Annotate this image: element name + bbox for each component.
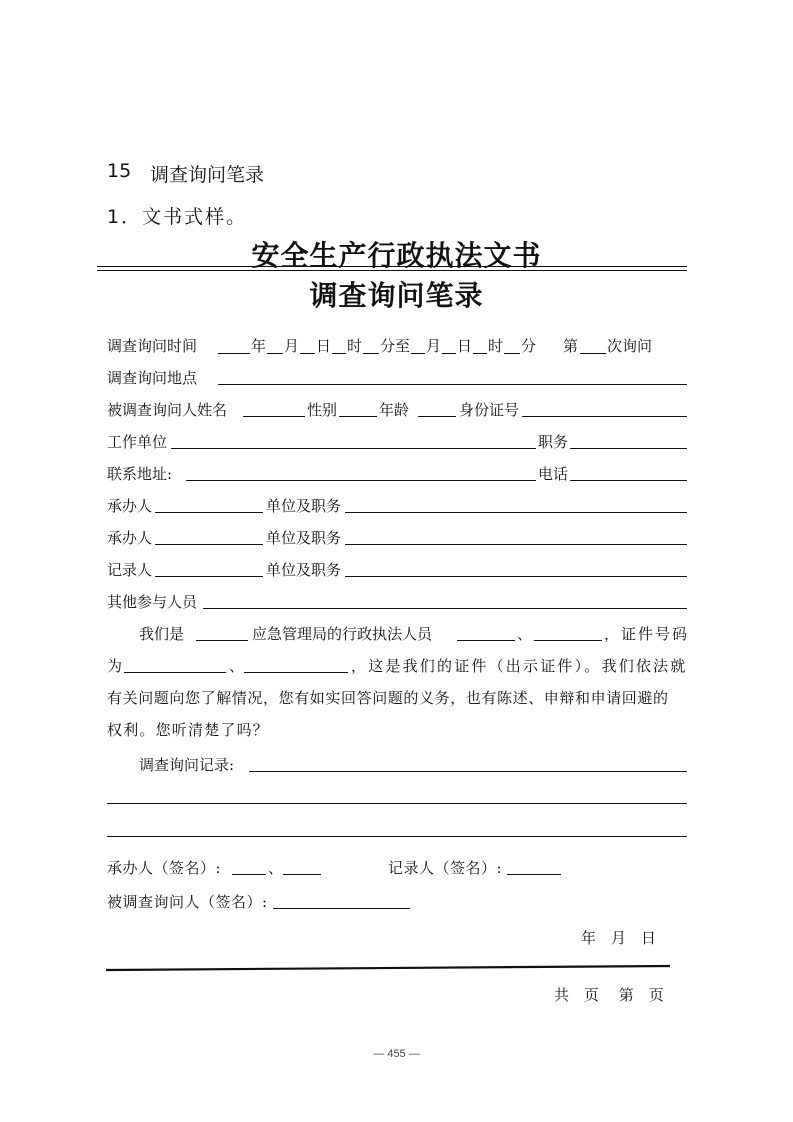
address-blank[interactable] — [186, 480, 536, 481]
end-day-blank[interactable] — [442, 353, 456, 354]
record-line-3[interactable] — [107, 836, 687, 837]
nth-blank[interactable] — [580, 353, 606, 354]
month-blank[interactable] — [267, 353, 283, 354]
officer2-blank[interactable] — [534, 640, 602, 641]
record-label: 调查询问记录: — [139, 756, 235, 774]
day-blank[interactable] — [300, 353, 315, 354]
handler2-blank[interactable] — [155, 544, 263, 545]
date-line: 年 月 日 — [581, 929, 657, 947]
handler2-unit-blank[interactable] — [345, 544, 687, 545]
end-minute-blank[interactable] — [504, 353, 520, 354]
year-unit: 年 — [251, 337, 267, 355]
place-blank[interactable] — [218, 384, 687, 385]
record-line-2[interactable] — [107, 803, 687, 804]
title-rule-top — [97, 266, 687, 267]
subsection-title: 1．文书式样。 — [107, 206, 248, 228]
position-label: 职务 — [538, 433, 569, 451]
hour-unit: 时 — [347, 337, 363, 355]
recorder-sign-blank[interactable] — [507, 874, 561, 875]
id-blank[interactable] — [522, 416, 687, 417]
handler1-label: 承办人 — [107, 497, 153, 515]
interviewee-sign-label: 被调查询问人（签名）: — [107, 893, 268, 911]
year-blank[interactable] — [218, 353, 250, 354]
cert2-blank[interactable] — [244, 672, 348, 673]
work-label: 工作单位 — [107, 433, 168, 451]
nth-suffix: 次询问 — [607, 337, 653, 355]
name-label: 被调查询问人姓名 — [107, 401, 228, 419]
minute-blank[interactable] — [363, 353, 379, 354]
age-blank[interactable] — [418, 416, 456, 417]
age-label: 年龄 — [379, 401, 410, 419]
work-blank[interactable] — [171, 448, 536, 449]
handler-sign-1-blank[interactable] — [232, 874, 266, 875]
recorder-sign-label: 记录人（签名）: — [388, 859, 503, 877]
statement-l2-sep: 、 — [229, 657, 245, 675]
end-month-unit: 月 — [426, 337, 442, 355]
gender-blank[interactable] — [339, 416, 377, 417]
handler1-blank[interactable] — [155, 512, 263, 513]
section-number: 15 — [107, 160, 132, 182]
recorder-label: 记录人 — [107, 561, 153, 579]
handler-sign-sep: 、 — [268, 859, 284, 877]
id-label: 身份证号 — [459, 401, 520, 419]
statement-l3: 有关问题向您了解情况，您有如实回答问题的义务，也有陈述、申辩和申请回避的 — [107, 689, 669, 707]
statement-l2-c: ，这是我们的证件（出示证件）。我们依法就 — [351, 657, 688, 675]
section-title: 调查询问笔录 — [150, 164, 265, 186]
statement-l1-c: ，证件号码 — [604, 625, 690, 643]
interviewee-sign-blank[interactable] — [273, 908, 410, 909]
end-day-unit: 日 — [457, 337, 473, 355]
statement-l1-b: 应急管理局的行政执法人员 — [252, 625, 433, 643]
time-label: 调查询问时间 — [107, 337, 198, 355]
document-type-title: 安全生产行政执法文书 — [251, 239, 542, 272]
handler-sign-label: 承办人（签名）: — [107, 859, 222, 877]
page-number: — 455 — — [373, 1048, 420, 1060]
officer1-blank[interactable] — [457, 640, 515, 641]
handler-sign-2-blank[interactable] — [283, 874, 321, 875]
document-name-title: 调查询问笔录 — [309, 279, 484, 312]
end-hour-blank[interactable] — [473, 353, 487, 354]
minute-to-unit: 分至 — [380, 337, 411, 355]
address-label: 联系地址: — [107, 465, 173, 483]
recorder-blank[interactable] — [155, 576, 263, 577]
end-month-blank[interactable] — [411, 353, 425, 354]
handler1-unit-label: 单位及职务 — [266, 497, 342, 515]
position-blank[interactable] — [570, 448, 687, 449]
nth-prefix: 第 — [563, 337, 579, 355]
closing-rule — [104, 962, 672, 972]
end-minute-unit: 分 — [521, 337, 537, 355]
day-unit: 日 — [316, 337, 332, 355]
title-rule-bottom — [97, 270, 687, 271]
handler1-unit-blank[interactable] — [345, 512, 687, 513]
cert1-blank[interactable] — [124, 672, 226, 673]
record-line-1[interactable] — [249, 771, 687, 772]
others-label: 其他参与人员 — [107, 593, 198, 611]
gender-label: 性别 — [307, 401, 338, 419]
recorder-unit-label: 单位及职务 — [266, 561, 342, 579]
statement-l1-a: 我们是 — [139, 625, 185, 643]
name-blank[interactable] — [243, 416, 305, 417]
statement-l2-a: 为 — [107, 657, 123, 675]
handler2-label: 承办人 — [107, 529, 153, 547]
recorder-unit-blank[interactable] — [345, 576, 687, 577]
place-label: 调查询问地点 — [107, 369, 198, 387]
handler2-unit-label: 单位及职务 — [266, 529, 342, 547]
phone-label: 电话 — [538, 465, 569, 483]
agency-blank[interactable] — [196, 640, 248, 641]
phone-blank[interactable] — [570, 480, 687, 481]
others-blank[interactable] — [203, 608, 687, 609]
page-count: 共 页 第 页 — [554, 986, 664, 1004]
hour-blank[interactable] — [332, 353, 346, 354]
end-hour-unit: 时 — [488, 337, 504, 355]
statement-l1-sep: 、 — [517, 625, 533, 643]
statement-l4: 权利。您听清楚了吗？ — [107, 721, 270, 739]
month-unit: 月 — [284, 337, 300, 355]
